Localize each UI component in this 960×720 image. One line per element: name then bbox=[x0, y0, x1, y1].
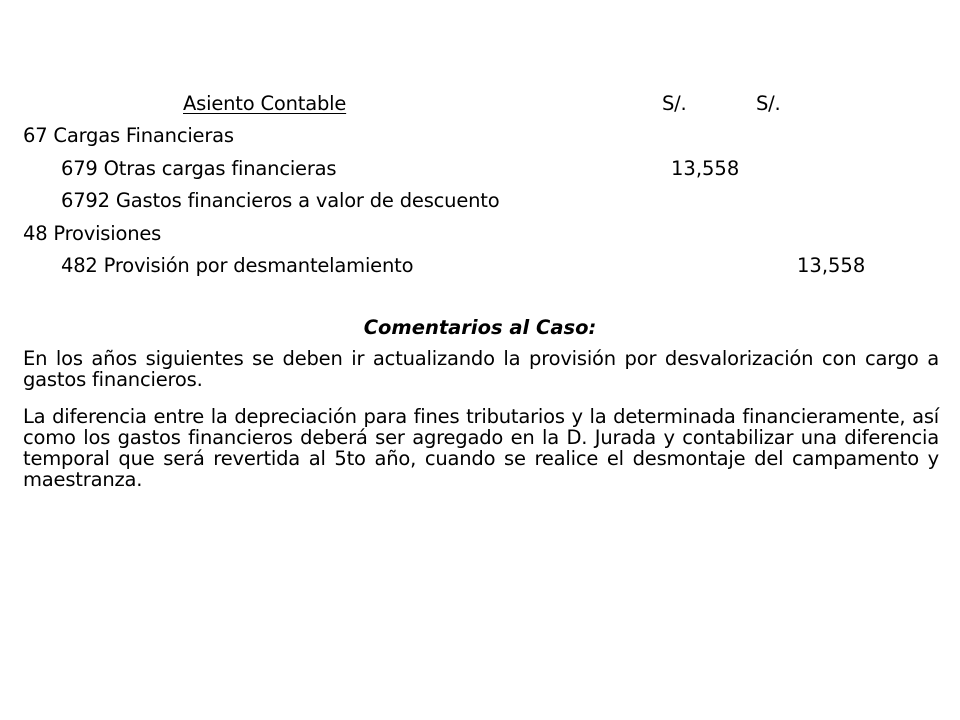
account-679-label: 679 Otras cargas financieras bbox=[61, 157, 337, 180]
account-482-label: 482 Provisión por desmantelamiento bbox=[61, 254, 414, 277]
comment-paragraph-2: La diferencia entre la depreciación para fines tributarios y la determinada financieramente, así como los gastos financieros deberá ser agregado en la D. Jurada y contabilizar una diferencia temporal que será revertida al 5to año, cuando se realice el desmontaje del campamento y maestranza. bbox=[23, 405, 939, 491]
entry-title: Asiento Contable bbox=[183, 92, 347, 115]
credit-column-header: S/. bbox=[756, 92, 781, 115]
account-6792-label: 6792 Gastos financieros a valor de descuento bbox=[61, 189, 500, 212]
account-67-label: 67 Cargas Financieras bbox=[23, 124, 234, 147]
account-48-label: 48 Provisiones bbox=[23, 222, 162, 245]
comments-title: Comentarios al Caso: bbox=[363, 316, 597, 339]
account-482-credit: 13,558 bbox=[797, 254, 866, 277]
debit-column-header: S/. bbox=[662, 92, 687, 115]
account-679-debit: 13,558 bbox=[671, 157, 740, 180]
comment-paragraph-1: En los años siguientes se deben ir actualizando la provisión por desvalorización con cargo a gastos financieros. bbox=[23, 347, 939, 391]
